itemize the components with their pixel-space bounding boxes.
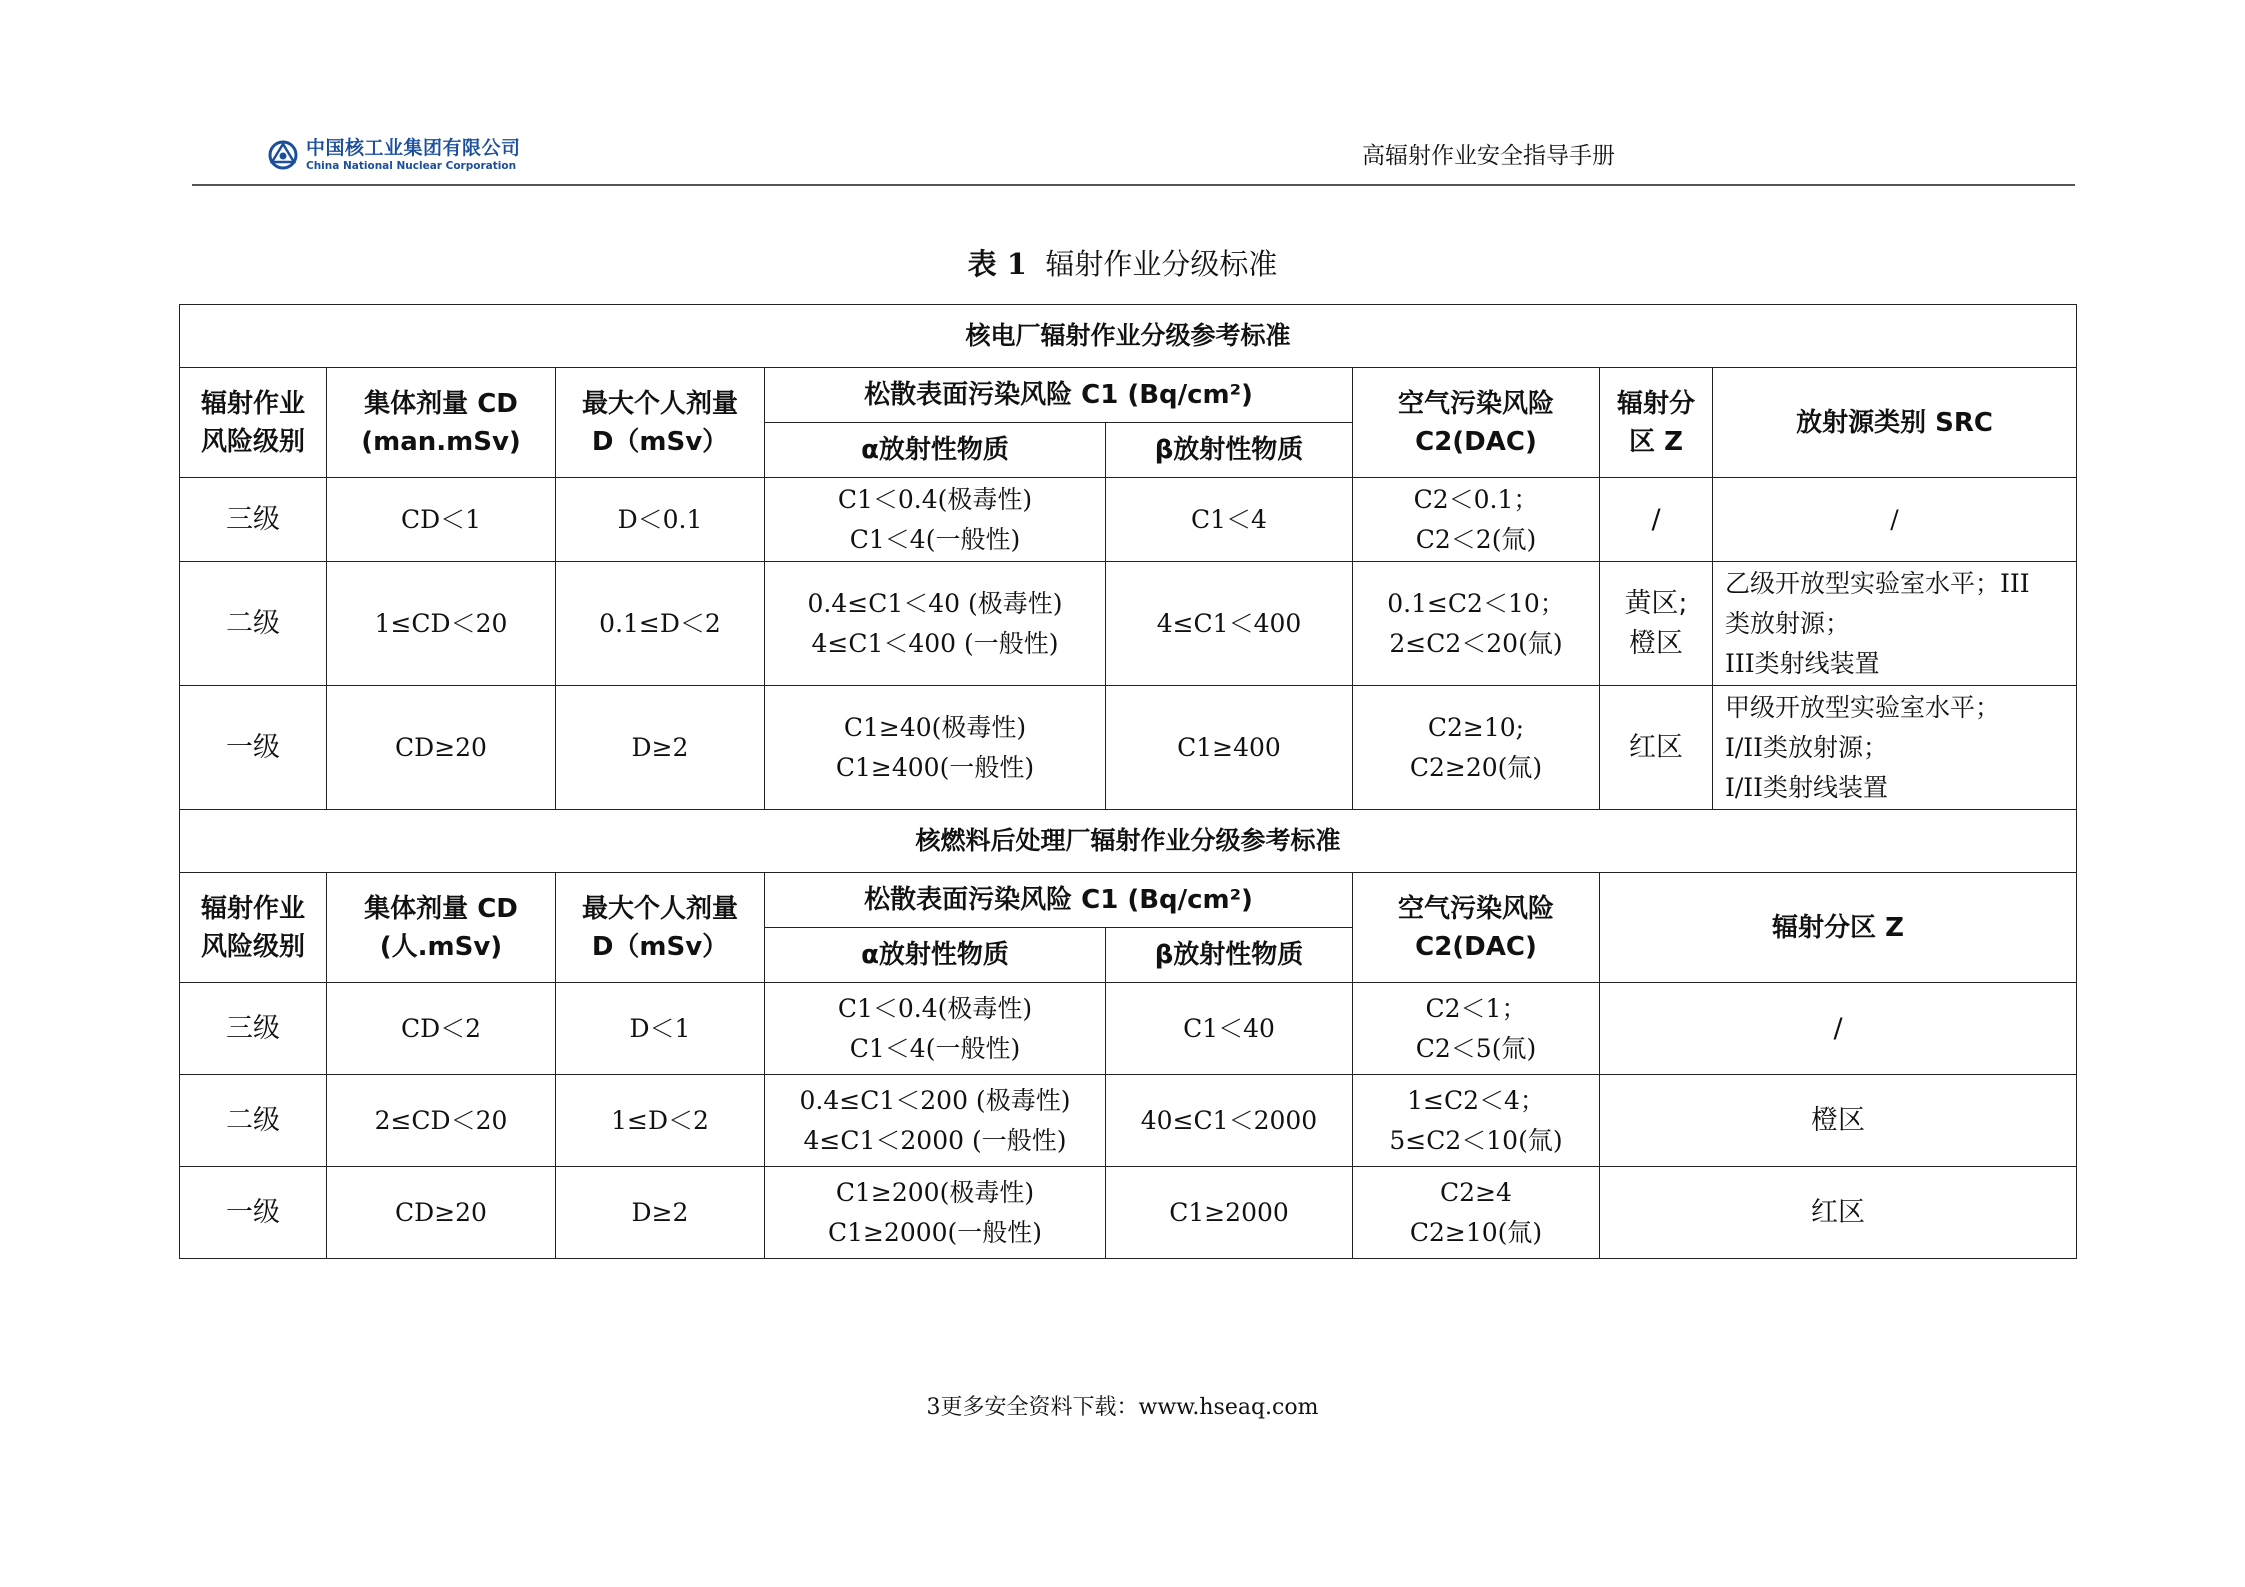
cell-zone xyxy=(1600,686,1713,810)
table-row xyxy=(180,1167,2077,1259)
cell-line: 空气污染风险 xyxy=(1397,893,1554,924)
cell-line: C1≥400(一般性) xyxy=(835,752,1035,782)
caption-text: 辐射作业分级标准 xyxy=(1045,247,1278,281)
header-collective-dose xyxy=(327,873,556,983)
cell-text: C1≥400 xyxy=(1177,732,1281,762)
cell-collective-dose xyxy=(327,686,556,810)
cell-max-dose xyxy=(556,686,765,810)
cell-text: CD＜1 xyxy=(400,504,482,534)
cell-line: C2(DAC) xyxy=(1415,426,1537,457)
cell-line: 辐射作业 xyxy=(200,388,305,419)
cell-line: 橙区 xyxy=(1629,627,1683,659)
table-row xyxy=(180,562,2077,686)
cell-line: 0.1≤C2＜10； xyxy=(1387,588,1565,618)
cell-text: 2≤CD＜20 xyxy=(374,1105,508,1135)
cell-text: 橙区 xyxy=(1811,1104,1865,1136)
section1-title xyxy=(180,305,2077,368)
header-air-contamination xyxy=(1353,368,1600,478)
cell-line: 黄区; xyxy=(1624,587,1688,619)
cell-text: CD≥20 xyxy=(395,1197,487,1227)
cell-air xyxy=(1353,478,1600,562)
cell-line: 0.4≤C1＜200 (极毒性) xyxy=(799,1085,1071,1115)
cell-line: C1＜4(一般性) xyxy=(849,524,1021,554)
cell-level xyxy=(180,562,327,686)
cell-text: D≥2 xyxy=(631,1197,689,1227)
cell-text: 0.1≤D＜2 xyxy=(599,608,721,638)
cell-zone xyxy=(1600,478,1713,562)
cell-level xyxy=(180,1075,327,1167)
cell-line: 区 Z xyxy=(1629,426,1683,457)
cell-text: C1≥2000 xyxy=(1169,1197,1289,1227)
header-level xyxy=(180,873,327,983)
logo-cn-text: 中国核工业集团有限公司 xyxy=(306,136,521,159)
cell-max-dose xyxy=(556,562,765,686)
cell-line: C2＜2(氚) xyxy=(1415,524,1537,554)
cell-line: 5≤C2＜10(氚) xyxy=(1389,1125,1563,1155)
cell-text: D＜0.1 xyxy=(617,504,703,534)
header-collective-dose xyxy=(327,368,556,478)
cell-text: C1＜4 xyxy=(1191,504,1267,534)
section2-title-row xyxy=(180,810,2077,873)
cell-line: C1＜0.4(极毒性) xyxy=(837,484,1033,514)
cell-line: C2≥20(氚) xyxy=(1409,752,1543,782)
cell-line: C2＜1； xyxy=(1425,993,1527,1023)
cell-line: (人.mSv) xyxy=(379,931,503,962)
cell-max-dose xyxy=(556,478,765,562)
cell-line: 甲级开放型实验室水平； xyxy=(1725,692,2001,722)
cell-level xyxy=(180,478,327,562)
cell-text: β放射性物质 xyxy=(1154,940,1304,970)
cell-text: D≥2 xyxy=(631,732,689,762)
cell-zone xyxy=(1600,562,1713,686)
cell-line: III类射线装置 xyxy=(1725,648,1880,678)
cell-line: C1＜4(一般性) xyxy=(849,1033,1021,1063)
caption-label: 表 1 xyxy=(967,247,1027,281)
cell-line: C2＜5(氚) xyxy=(1415,1033,1537,1063)
cell-line: C1≥2000(一般性) xyxy=(827,1217,1043,1247)
cell-line: 辐射分 xyxy=(1616,388,1695,419)
cell-text: D＜1 xyxy=(629,1013,691,1043)
cell-alpha xyxy=(765,1075,1106,1167)
cell-line: 集体剂量 CD xyxy=(364,893,518,924)
table-caption xyxy=(0,242,2245,283)
cell-line: 乙级开放型实验室水平；III xyxy=(1725,568,2030,598)
document-title: 高辐射作业安全指导手册 xyxy=(1362,143,1615,169)
cell-collective-dose xyxy=(327,478,556,562)
cell-line: 风险级别 xyxy=(200,426,305,457)
cell-zone xyxy=(1600,983,2077,1075)
cell-max-dose xyxy=(556,983,765,1075)
radiation-grading-table xyxy=(179,304,2077,1259)
header-zone xyxy=(1600,368,1713,478)
cell-text: 三级 xyxy=(226,503,280,535)
header-surface-contamination xyxy=(765,368,1353,423)
cell-beta xyxy=(1106,562,1353,686)
section1-title-row xyxy=(180,305,2077,368)
page-header xyxy=(192,128,2075,186)
cell-alpha xyxy=(765,562,1106,686)
cell-air xyxy=(1353,1075,1600,1167)
cell-text: 红区 xyxy=(1811,1196,1865,1228)
cell-line: 4≤C1＜2000 (一般性) xyxy=(803,1125,1067,1155)
cell-text: 一级 xyxy=(226,1196,280,1228)
section2-title xyxy=(180,810,2077,873)
cell-line: 风险级别 xyxy=(200,931,305,962)
cell-text: α放射性物质 xyxy=(861,435,1009,465)
cell-line: C2≥10; xyxy=(1427,712,1525,742)
cell-beta xyxy=(1106,1167,1353,1259)
cell-line: 2≤C2＜20(氚) xyxy=(1389,628,1563,658)
cell-line: C1＜0.4(极毒性) xyxy=(837,993,1033,1023)
cell-line: 0.4≤C1＜40 (极毒性) xyxy=(807,588,1063,618)
table-row xyxy=(180,478,2077,562)
cell-line: C1≥40(极毒性) xyxy=(843,712,1027,742)
cell-level xyxy=(180,983,327,1075)
cell-air xyxy=(1353,1167,1600,1259)
header-source-category xyxy=(1713,368,2077,478)
header-beta xyxy=(1106,423,1353,478)
table-row xyxy=(180,983,2077,1075)
cell-collective-dose xyxy=(327,1075,556,1167)
cell-air xyxy=(1353,983,1600,1075)
cell-air xyxy=(1353,686,1600,810)
cell-source xyxy=(1713,478,2077,562)
header-air-contamination xyxy=(1353,873,1600,983)
cell-line: (man.mSv) xyxy=(361,426,521,457)
cell-line: 红区 xyxy=(1629,731,1683,763)
cell-line: C2(DAC) xyxy=(1415,931,1537,962)
cell-text: 二级 xyxy=(226,1104,280,1136)
cell-text: 1≤CD＜20 xyxy=(374,608,508,638)
section1-header-row xyxy=(180,368,2077,423)
header-alpha xyxy=(765,423,1106,478)
logo-en-text: China National Nuclear Corporation xyxy=(306,159,517,172)
header-beta xyxy=(1106,928,1353,983)
cell-level xyxy=(180,686,327,810)
cell-text: 4≤C1＜400 xyxy=(1156,608,1302,638)
cell-line: I/II类射线装置 xyxy=(1725,772,1889,802)
cell-text: 二级 xyxy=(226,607,280,639)
cell-text: 辐射分区 Z xyxy=(1772,912,1904,943)
cell-alpha xyxy=(765,686,1106,810)
cell-text: CD＜2 xyxy=(400,1013,482,1043)
cell-text: 三级 xyxy=(226,1012,280,1044)
cell-alpha xyxy=(765,478,1106,562)
cell-beta xyxy=(1106,1075,1353,1167)
cell-line: 集体剂量 CD xyxy=(364,388,518,419)
cell-line: 空气污染风险 xyxy=(1397,388,1554,419)
cell-text: / xyxy=(1833,1012,1843,1044)
cell-text: 核燃料后处理厂辐射作业分级参考标准 xyxy=(915,826,1341,855)
cell-text: C1＜40 xyxy=(1183,1013,1275,1043)
cell-air xyxy=(1353,562,1600,686)
cell-line: 4≤C1＜400 (一般性) xyxy=(811,628,1059,658)
header-max-dose xyxy=(556,368,765,478)
cell-alpha xyxy=(765,1167,1106,1259)
cell-line: C2≥4 xyxy=(1440,1177,1512,1207)
table-row xyxy=(180,1075,2077,1167)
cell-text: 松散表面污染风险 C1 (Bq/cm²) xyxy=(864,885,1253,915)
cell-line: 1≤C2＜4； xyxy=(1407,1085,1545,1115)
cell-source xyxy=(1713,562,2077,686)
cell-collective-dose xyxy=(327,562,556,686)
cell-text: 一级 xyxy=(226,731,280,763)
cell-line: / xyxy=(1651,503,1661,535)
cell-line: 最大个人剂量 xyxy=(581,388,738,419)
company-logo xyxy=(266,138,521,172)
cell-source xyxy=(1713,686,2077,810)
cell-max-dose xyxy=(556,1075,765,1167)
cell-line: D（mSv） xyxy=(591,426,729,457)
cell-text: 40≤C1＜2000 xyxy=(1140,1105,1318,1135)
table-row xyxy=(180,686,2077,810)
cell-line: C1≥200(极毒性) xyxy=(835,1177,1035,1207)
cell-text: 松散表面污染风险 C1 (Bq/cm²) xyxy=(864,380,1253,410)
cell-zone xyxy=(1600,1075,2077,1167)
cell-line: 最大个人剂量 xyxy=(581,893,738,924)
cell-line: 辐射作业 xyxy=(200,893,305,924)
cell-beta xyxy=(1106,478,1353,562)
cell-line: / xyxy=(1890,504,1899,534)
cell-text: 核电厂辐射作业分级参考标准 xyxy=(965,321,1291,350)
cell-beta xyxy=(1106,686,1353,810)
header-zone xyxy=(1600,873,2077,983)
cell-line: C2≥10(氚) xyxy=(1409,1217,1543,1247)
page-footer: 3更多安全资料下载：www.hseaq.com xyxy=(926,1395,1319,1420)
header-max-dose xyxy=(556,873,765,983)
cell-line: I/II类放射源； xyxy=(1725,732,1889,762)
header-surface-contamination xyxy=(765,873,1353,928)
cell-collective-dose xyxy=(327,983,556,1075)
section2-header-row xyxy=(180,873,2077,928)
cell-text: CD≥20 xyxy=(395,732,487,762)
cell-text: α放射性物质 xyxy=(861,940,1009,970)
header-level xyxy=(180,368,327,478)
cell-text: 1≤D＜2 xyxy=(611,1105,709,1135)
cell-max-dose xyxy=(556,1167,765,1259)
cell-collective-dose xyxy=(327,1167,556,1259)
cell-beta xyxy=(1106,983,1353,1075)
cell-text: β放射性物质 xyxy=(1154,435,1304,465)
cell-text: 放射源类别 SRC xyxy=(1796,407,1993,438)
header-alpha xyxy=(765,928,1106,983)
cell-zone xyxy=(1600,1167,2077,1259)
cell-line: D（mSv） xyxy=(591,931,729,962)
cnnc-logo-icon xyxy=(266,138,300,172)
cell-alpha xyxy=(765,983,1106,1075)
cell-line: 类放射源； xyxy=(1725,608,1851,638)
cell-level xyxy=(180,1167,327,1259)
cell-line: C2＜0.1； xyxy=(1413,484,1539,514)
